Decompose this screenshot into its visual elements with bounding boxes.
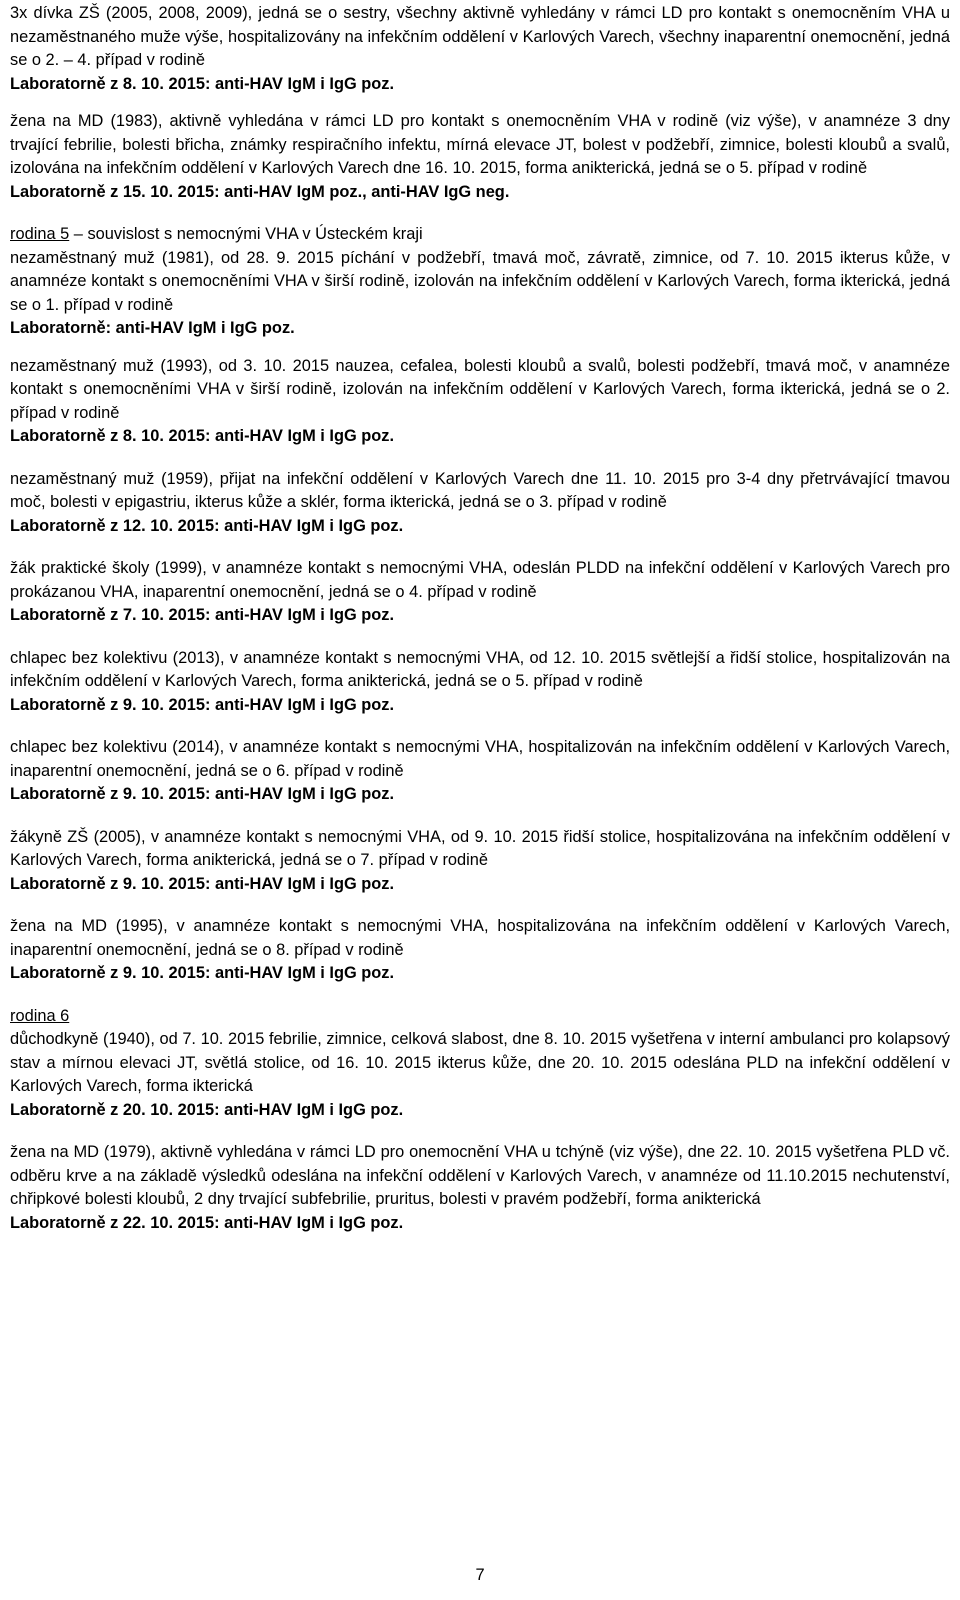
case-entry <box>10 826 950 897</box>
lab-result: Laboratorně z 9. 10. 2015: anti-HAV IgM i IgG poz. <box>10 785 395 803</box>
family-section <box>10 223 950 341</box>
case-entry <box>10 110 950 204</box>
family-label: rodina 5 <box>10 225 70 243</box>
case-entry <box>10 355 950 449</box>
case-description: nezaměstnaný muž (1993), od 3. 10. 2015 nauzea, cefalea, bolesti kloubů a svalů, bolesti podžebří, tmavá moč, v anamnéze kontakt s onemocněními VHA v širší rodině, izolován na infekčním oddělení v Karlových Varech, forma ikterická, jedná se o 2. případ v rodině <box>10 356 950 422</box>
case-description: důchodkyně (1940), od 7. 10. 2015 febrilie, zimnice, celková slabost, dne 8. 10. 2015 vyšetřena v interní ambulanci pro kolapsový stav a mírnou elevaci JT, světlá stolice, od 16. 10. 2015 ikterus kůže, dne 20. 10. 2015 odeslána PLD na infekční oddělení v Karlových Varech, forma ikterická <box>10 1030 950 1095</box>
lab-result: Laboratorně z 20. 10. 2015: anti-HAV IgM i IgG poz. <box>10 1100 404 1119</box>
case-entry <box>10 1141 950 1235</box>
lab-result: Laboratorně z 22. 10. 2015: anti-HAV IgM i IgG poz. <box>10 1213 404 1232</box>
family-note: – souvislost s nemocnými VHA v Ústeckém kraji <box>69 225 423 243</box>
lab-result: Laboratorně z 7. 10. 2015: anti-HAV IgM i IgG poz. <box>10 606 395 624</box>
case-description: žák praktické školy (1999), v anamnéze kontakt s nemocnými VHA, odeslán PLDD na infekční oddělení v Karlových Varech pro prokázanou VHA, inaparentní onemocnění, jedná se o 4. případ v rodině <box>10 559 950 601</box>
family-section <box>10 1005 950 1123</box>
lab-result: Laboratorně z 12. 10. 2015: anti-HAV IgM i IgG poz. <box>10 516 404 535</box>
lab-result: Laboratorně z 15. 10. 2015: anti-HAV IgM poz., anti-HAV IgG neg. <box>10 182 510 201</box>
document-page <box>10 2 950 1235</box>
family-heading <box>10 1005 950 1029</box>
family-label: rodina 6 <box>10 1006 70 1025</box>
case-description: chlapec bez kolektivu (2013), v anamnéze kontakt s nemocnými VHA, od 12. 10. 2015 světlejší a řidší stolice, hospitalizován na infekčním oddělení v Karlových Varech, forma anikterická, jedná se o 5. případ v rodině <box>10 648 950 690</box>
case-entry <box>10 647 950 718</box>
case-entry <box>10 557 950 628</box>
case-description: žena na MD (1979), aktivně vyhledána v rámci LD pro onemocnění VHA u tchýně (viz výše), dne 22. 10. 2015 vyšetřena PLD vč. odběru krve a na základě výsledků odeslána na infekční oddělení v Karlových Varech, v anamnéze od 11.10.2015 nechutenství, chřipkové bolesti kloubů, 2 dny trvající subfebrilie, pruritus, bolesti v pravém podžebří, forma anikterická <box>10 1143 950 1208</box>
lab-result: Laboratorně z 8. 10. 2015: anti-HAV IgM i IgG poz. <box>10 427 395 445</box>
case-entry <box>10 915 950 986</box>
lab-result: Laboratorně: anti-HAV IgM i IgG poz. <box>10 319 295 337</box>
case-description: nezaměstnaný muž (1959), přijat na infekční oddělení v Karlových Varech dne 11. 10. 2015 pro 3-4 dny přetrvávající tmavou moč, bolesti v epigastriu, ikterus kůže a sklér, forma ikterická, jedná se o 3. případ v rodině <box>10 469 950 511</box>
case-description: nezaměstnaný muž (1981), od 28. 9. 2015 píchání v podžebří, tmavá moč, závratě, zimnice, od 7. 10. 2015 ikterus kůže, v anamnéze kontakt s onemocněními VHA v širší rodině, izolován na infekčním oddělení v Karlových Varech, forma ikterická, jedná se o 1. případ v rodině <box>10 248 950 314</box>
case-description: chlapec bez kolektivu (2014), v anamnéze kontakt s nemocnými VHA, hospitalizován na infekčním oddělení v Karlových Varech, inaparentní onemocnění, jedná se o 6. případ v rodině <box>10 738 950 780</box>
page-number: 7 <box>475 1566 485 1584</box>
family-heading <box>10 223 950 247</box>
lab-result: Laboratorně z 9. 10. 2015: anti-HAV IgM i IgG poz. <box>10 874 395 893</box>
case-entry <box>10 736 950 807</box>
case-description: žákyně ZŠ (2005), v anamnéze kontakt s nemocnými VHA, od 9. 10. 2015 řidší stolice, hospitalizována na infekčním oddělení v Karlových Varech, forma anikterická, jedná se o 7. případ v rodině <box>10 827 950 869</box>
case-description: 3x dívka ZŠ (2005, 2008, 2009), jedná se o sestry, všechny aktivně vyhledány v rámci LD pro kontakt s onemocněním VHA u nezaměstnaného mužе výše, hospitalizovány na infekčním oddělení v Karlových Varech, všechny inaparentní onemocnění, jedná se o 2. – 4. případ v rodině <box>10 4 950 69</box>
lab-result: Laboratorně z 9. 10. 2015: anti-HAV IgM i IgG poz. <box>10 964 395 982</box>
lab-result: Laboratorně z 8. 10. 2015: anti-HAV IgM i IgG poz. <box>10 74 395 93</box>
case-entry <box>10 2 950 96</box>
case-description: žena na MD (1983), aktivně vyhledána v rámci LD pro kontakt s onemocněním VHA v rodině (viz výše), v anamnéze 3 dny trvající febrilie, bolesti břicha, známky respiračního infektu, mírná elevace JT, bolest v podžebří, zimnice, bolesti kloubů a svalů, izolována na infekčním oddělení v Karlových Varech dne 16. 10. 2015, forma anikterická, jedná se o 5. případ v rodině <box>10 112 950 177</box>
lab-result: Laboratorně z 9. 10. 2015: anti-HAV IgM i IgG poz. <box>10 695 395 714</box>
case-entry <box>10 468 950 539</box>
case-description: žena na MD (1995), v anamnéze kontakt s nemocnými VHA, hospitalizována na infekčním oddělení v Karlových Varech, inaparentní onemocnění, jedná se o 8. případ v rodině <box>10 917 950 959</box>
